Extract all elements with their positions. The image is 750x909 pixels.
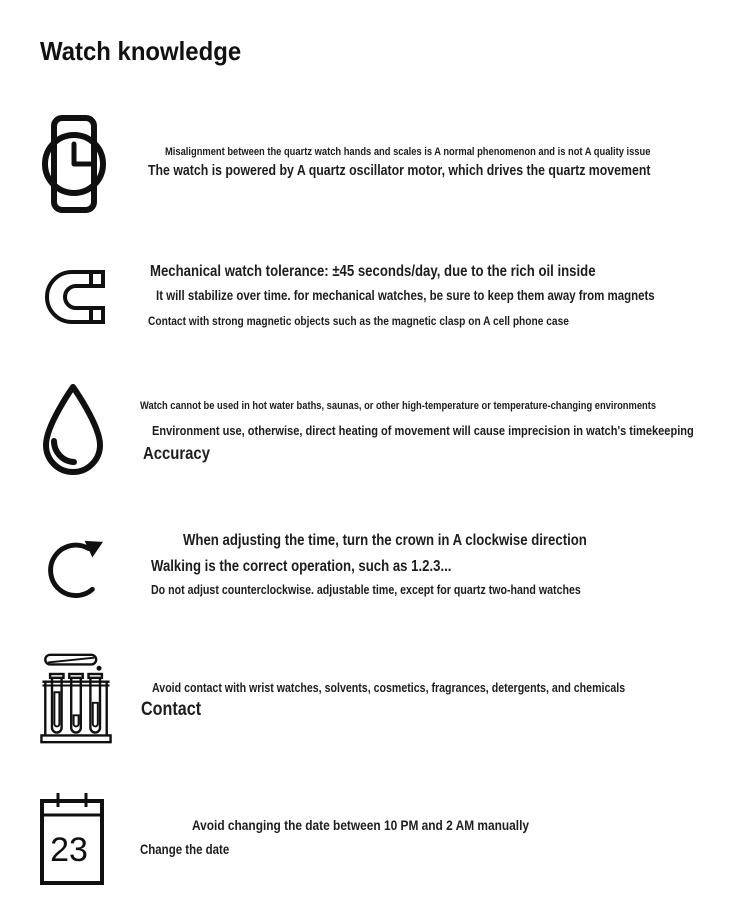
magnet-tolerance-heading: Mechanical watch tolerance: ±45 seconds/day, due to the rich oil inside [150,263,596,280]
chemicals-warning-text: Avoid contact with wrist watches, solvents, cosmetics, fragrances, detergents, and chemicals [152,681,626,695]
change-date-heading: Change the date [140,842,230,857]
page-title: Watch knowledge [40,36,242,66]
walking-operation-text: Walking is the correct operation, such as 1.2.3... [151,558,452,575]
accuracy-heading: Accuracy [143,443,210,463]
calendar-icon [40,793,104,885]
test-tubes-icon [38,650,114,746]
magnet-stabilize-text: It will stabilize over time. for mechanical watches, be sure to keep them away from magnets [156,288,655,303]
temperature-warning-note: Watch cannot be used in hot water baths, saunas, or other high-temperature or temperature-changing environments [140,400,657,412]
temperature-environment-text: Environment use, otherwise, direct heating of movement will cause imprecision in watch's timekeeping [152,423,694,438]
counterclockwise-note: Do not adjust counterclockwise. adjustable time, except for quartz two-hand watches [151,583,581,597]
crown-clockwise-heading: When adjusting the time, turn the crown in A clockwise direction [183,532,587,549]
date-change-warning-text: Avoid changing the date between 10 PM and 2 AM manually [192,817,530,833]
contact-heading: Contact [141,699,202,720]
magnet-icon [42,268,106,326]
water-drop-icon [40,382,106,478]
rotate-clockwise-icon [42,526,104,608]
quartz-misalignment-note: Misalignment between the quartz watch hands and scales is A normal phenomenon and is not A quality issue [165,146,651,158]
magnet-contact-note: Contact with strong magnetic objects such as the magnetic clasp on A cell phone case [148,314,569,328]
watch-icon [42,115,106,213]
quartz-movement-text: The watch is powered by A quartz oscillator motor, which drives the quartz movement [148,163,651,179]
calendar-day-number: 23 [50,831,88,869]
